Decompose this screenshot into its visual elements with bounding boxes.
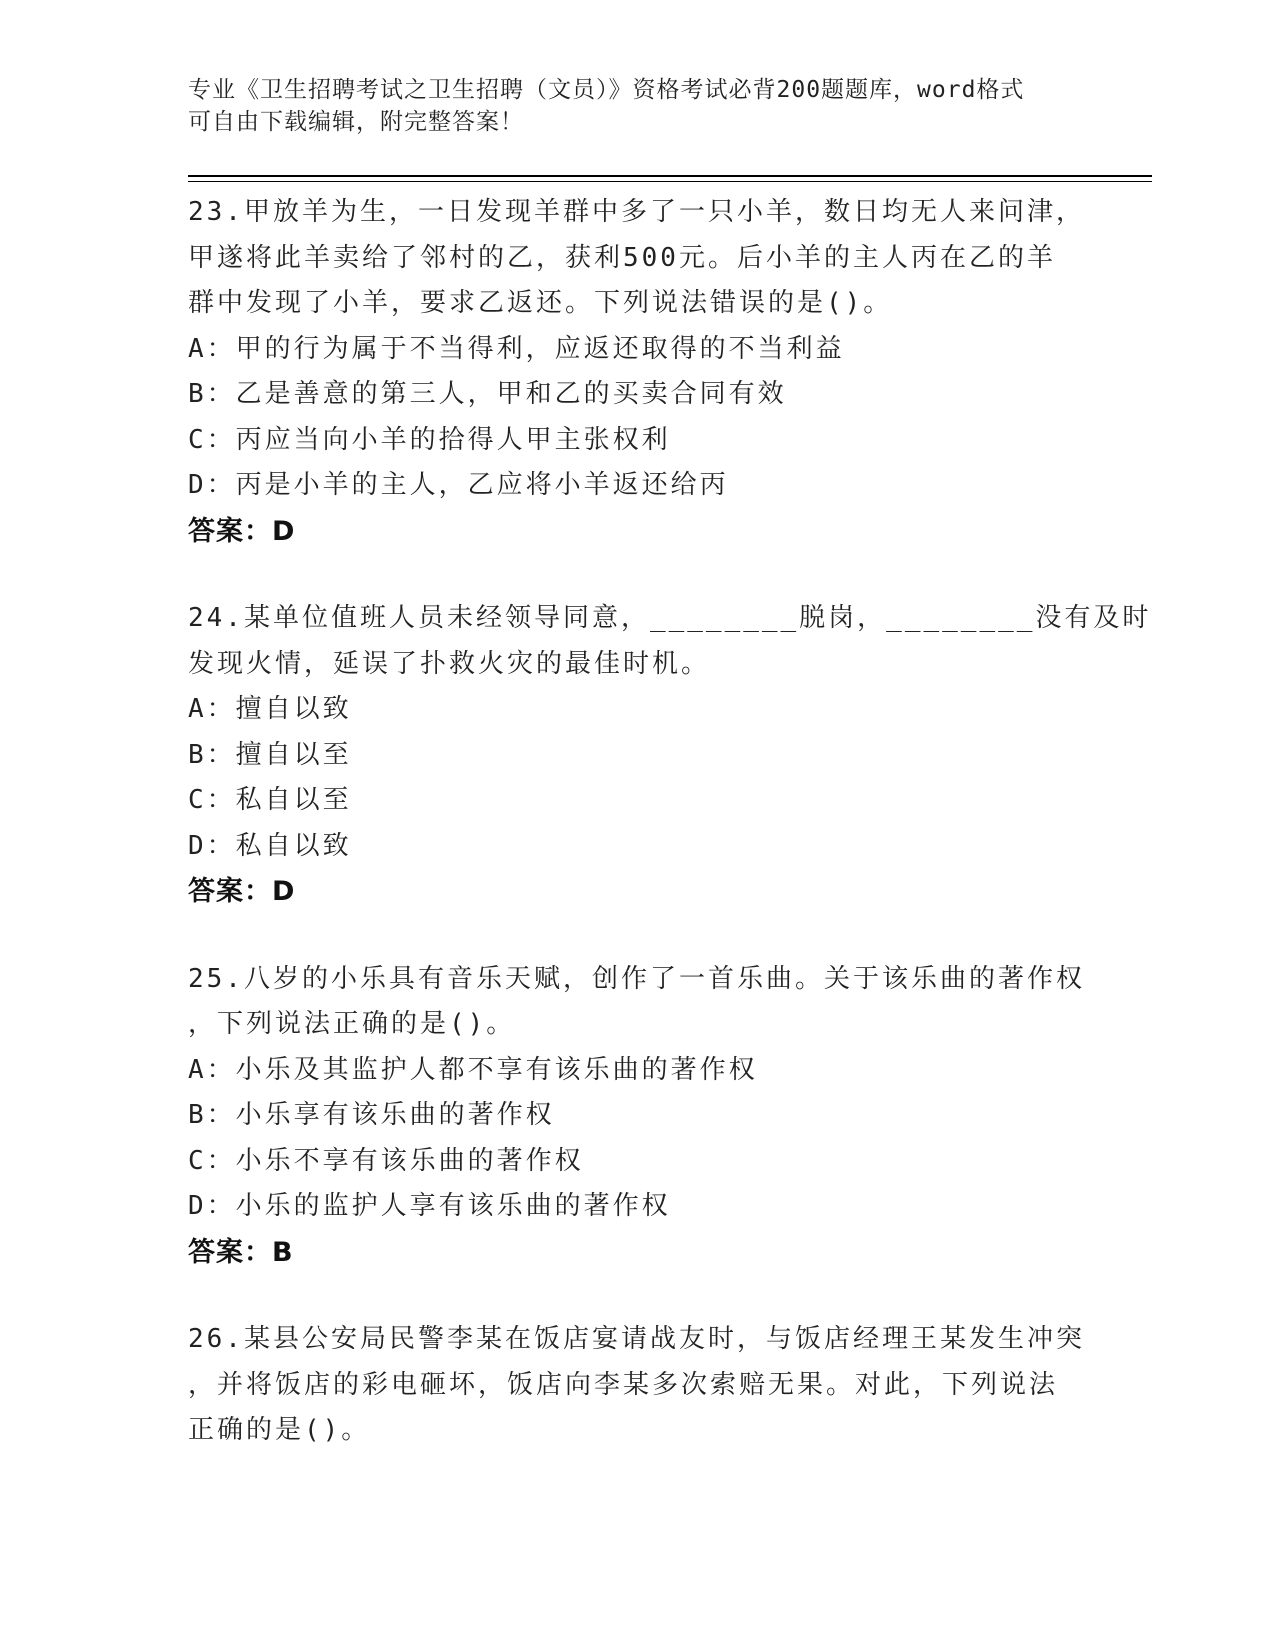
question-text-line: 发现火情，延误了扑救火灾的最佳时机。 xyxy=(188,648,711,679)
header-divider-thin xyxy=(188,181,1152,182)
question-text-line: 群中发现了小羊，要求乙返还。下列说法错误的是()。 xyxy=(188,288,893,318)
option-c: C：私自以至 xyxy=(188,785,352,815)
header-divider-thick xyxy=(188,175,1152,177)
option-b: B：乙是善意的第三人，甲和乙的买卖合同有效 xyxy=(188,379,787,409)
question-text-line: 26.某县公安局民警李某在饭店宴请战友时，与饭店经理王某发生冲突 xyxy=(188,1324,1085,1354)
header-line-1: 专业《卫生招聘考试之卫生招聘（文员）》资格考试必背200题题库，word格式 xyxy=(188,77,1025,103)
question-26 xyxy=(188,1317,1088,1454)
question-text-line: ，下列说法正确的是()。 xyxy=(188,1009,516,1039)
option-a: A：小乐及其监护人都不享有该乐曲的著作权 xyxy=(188,1054,758,1085)
option-b: B：擅自以至 xyxy=(188,739,352,770)
option-a: A：甲的行为属于不当得利，应返还取得的不当利益 xyxy=(188,333,845,364)
question-text-line: 23.甲放羊为生，一日发现羊群中多了一只小羊，数日均无人来问津， xyxy=(188,197,1085,227)
answer-label: 答案：B xyxy=(188,1236,294,1268)
question-text-line: ，并将饭店的彩电砸坏，饭店向李某多次索赔无果。对此，下列说法 xyxy=(188,1369,1059,1400)
question-text-line: 正确的是()。 xyxy=(188,1415,371,1445)
answer-label: 答案：D xyxy=(188,876,296,907)
question-text-line: 甲遂将此羊卖给了邻村的乙，获利500元。后小羊的主人丙在乙的羊 xyxy=(188,242,1056,273)
option-b: B：小乐享有该乐曲的著作权 xyxy=(188,1100,555,1130)
option-d: D：私自以致 xyxy=(188,830,352,861)
question-25 xyxy=(188,957,1088,1276)
question-text-line: 24.某单位值班人员未经领导同意，________脱岗，________没有及时 xyxy=(188,603,1152,633)
option-d: D：丙是小羊的主人，乙应将小羊返还给丙 xyxy=(188,470,729,500)
question-23 xyxy=(188,190,1088,554)
page-header xyxy=(188,74,1088,138)
question-24 xyxy=(188,596,1152,915)
option-d: D：小乐的监护人享有该乐曲的著作权 xyxy=(188,1191,671,1221)
question-list xyxy=(188,190,1152,1496)
answer-label: 答案：D xyxy=(188,515,296,547)
option-c: C：丙应当向小羊的拾得人甲主张权利 xyxy=(188,424,671,455)
question-text-line: 25.八岁的小乐具有音乐天赋，创作了一首乐曲。关于该乐曲的著作权 xyxy=(188,963,1085,994)
option-c: C：小乐不享有该乐曲的著作权 xyxy=(188,1145,584,1176)
header-line-2: 可自由下载编辑，附完整答案！ xyxy=(188,109,524,135)
option-a: A：擅自以致 xyxy=(188,694,352,724)
